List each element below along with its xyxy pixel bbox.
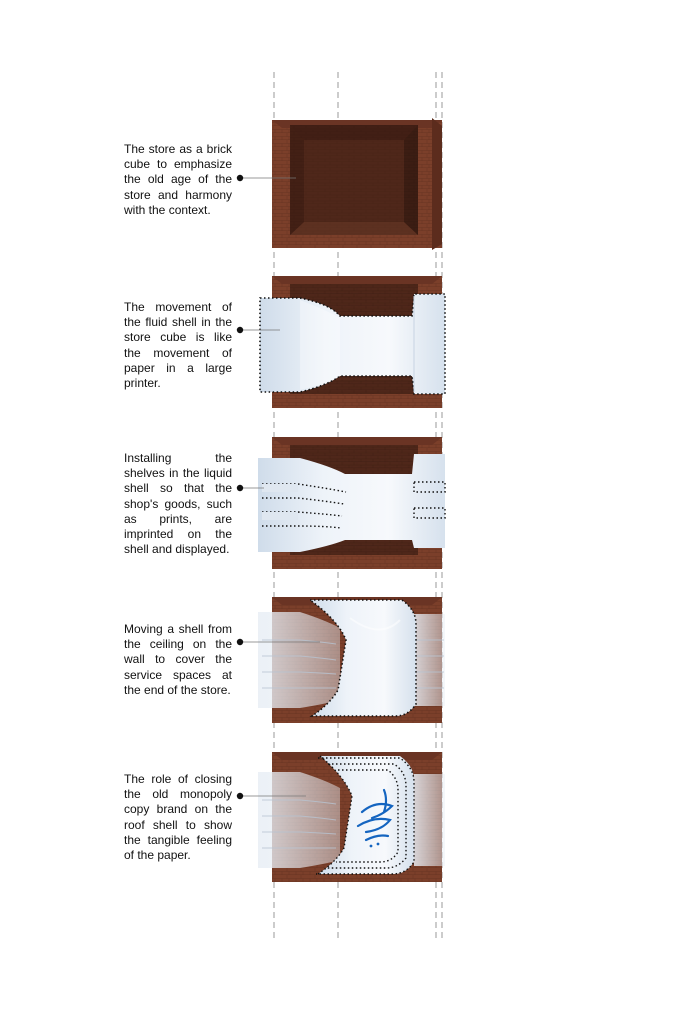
caption-step-1: The store as a brick cube to emphasize the old age of the store and harmony with the context. <box>124 142 232 217</box>
caption-step-4: Moving a shell from the ceiling on the wall to cover the service spaces at the end of the store. <box>124 622 232 697</box>
step-5-brand-shell <box>258 752 445 882</box>
leader-dot-1 <box>237 175 243 181</box>
caption-step-5: The role of closing the old monopoly copy brand on the roof shell to show the tangible feeling of the paper. <box>124 772 232 863</box>
leader-dot-5 <box>237 793 243 799</box>
leader-dot-3 <box>237 485 243 491</box>
step-3-shelves <box>258 437 445 569</box>
step-2-fluid-shell <box>260 276 445 408</box>
leader-dot-2 <box>237 327 243 333</box>
leader-dots <box>237 175 243 799</box>
leader-dot-4 <box>237 639 243 645</box>
caption-step-3: Installing the shelves in the liquid shell so that the shop's goods, such as prints, are imprinted on the shell and displayed. <box>124 451 232 557</box>
step-1-brick-cube <box>272 118 442 250</box>
step-4-wall-shell <box>258 597 445 723</box>
caption-step-2: The movement of the fluid shell in the store cube is like the movement of paper in a large printer. <box>124 300 232 391</box>
